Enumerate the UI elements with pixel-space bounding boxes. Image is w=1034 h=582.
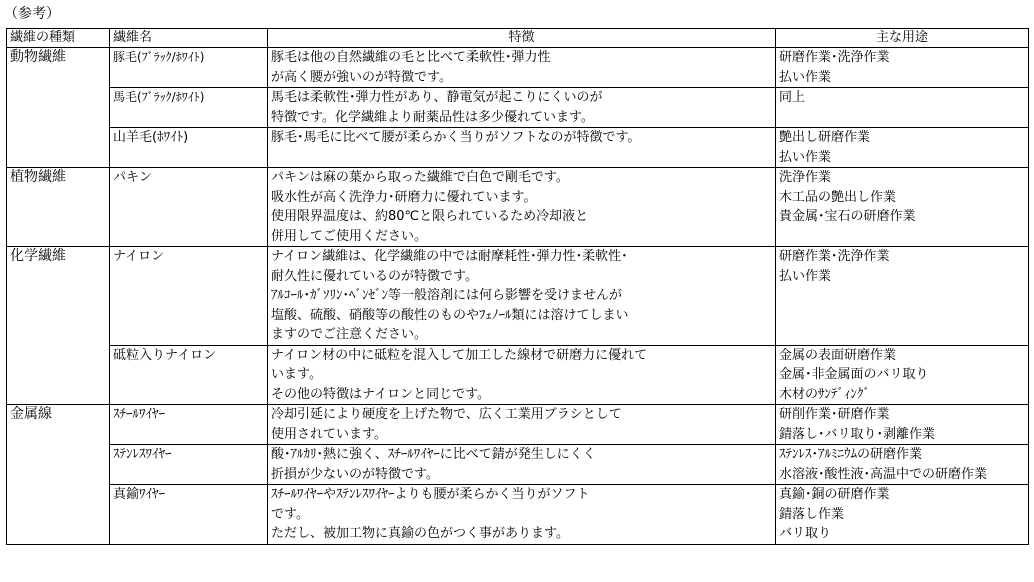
use-line: 払い作業 [779, 69, 832, 85]
use-cell [776, 48, 1029, 88]
header-row [7, 29, 1029, 48]
use-cell [776, 485, 1029, 545]
feature-line: 使用限界温度は、約80℃と限られているため冷却液と [271, 209, 589, 224]
feature-line: ただし、被加工物に真鍮の色がつく事があります。 [271, 526, 569, 541]
use-line: 水溶液･酸性液･高温中での研磨作業 [779, 466, 988, 482]
feature-line: です。 [271, 506, 309, 522]
feature-line: 吸水性が高く洗浄力･研磨力に優れています。 [271, 189, 537, 205]
feature-line: 豚毛･馬毛に比べて腰が柔らかく当りがソフトなのが特徴です。 [271, 130, 641, 145]
use-line: 同上 [779, 90, 806, 105]
feature-cell [268, 247, 776, 346]
table-row [7, 405, 1029, 445]
fiber-type-cell: 動物繊維 [7, 48, 110, 168]
use-line: 艶出し研磨作業 [779, 130, 871, 145]
use-line: 木材のｻﾝﾃﾞｨﾝｸﾞ [779, 386, 871, 402]
use-line: 錆落し作業 [779, 506, 845, 522]
feature-cell [268, 168, 776, 247]
reference-note: （参考） [4, 6, 60, 22]
feature-line: 併用してご使用ください。 [271, 228, 428, 244]
use-line: 錆落し･バリ取り･剥離作業 [779, 426, 936, 442]
feature-line: ｱﾙｺｰﾙ･ｶﾞｿﾘﾝ･ﾍﾞﾝｾﾞﾝ等一般溶剤には何ら影響を受けませんが [271, 288, 623, 303]
header-main-use: 主な用途 [776, 29, 1029, 48]
use-line: 木工品の艶出し作業 [779, 189, 897, 205]
feature-line: 冷却引延により硬度を上げた物で、広く工業用ブラシとして [271, 407, 622, 422]
fiber-name-cell: 豚毛(ﾌﾞﾗｯｸ/ﾎﾜｲﾄ) [110, 48, 268, 88]
fiber-type-cell: 化学繊維 [7, 247, 110, 405]
fiber-name-cell: ｽﾃﾝﾚｽﾜｲﾔｰ [110, 445, 268, 485]
feature-line: 特徴です。化学繊維より耐薬品性は多少優れています。 [271, 109, 594, 125]
feature-line: います。 [271, 367, 322, 382]
table-row [7, 88, 1029, 128]
use-cell [776, 88, 1029, 128]
feature-line: ｽﾁｰﾙﾜｲﾔｰやｽﾃﾝﾚｽﾜｲﾔｰよりも腰が柔らかく当りがソフト [271, 487, 590, 502]
feature-line: ますのでご注意ください。 [271, 327, 428, 342]
use-cell [776, 168, 1029, 247]
use-line: 真鍮･銅の研磨作業 [779, 487, 890, 502]
table-row [7, 485, 1029, 545]
table-row [7, 168, 1029, 247]
fiber-table [6, 28, 1029, 545]
feature-line: 折損が少ないのが特徴です。 [271, 466, 439, 482]
table-row [7, 128, 1029, 168]
use-line: 研削作業･研磨作業 [779, 407, 890, 422]
feature-line: 耐久性に優れているのが特徴です。 [271, 268, 478, 284]
feature-cell [268, 485, 776, 545]
feature-cell [268, 405, 776, 445]
feature-line: 使用されています。 [271, 426, 387, 442]
feature-line: 馬毛は柔軟性･弾力性があり、静電気が起こりにくいのが [271, 90, 603, 105]
use-line: 払い作業 [779, 268, 832, 284]
fiber-name-cell: パキン [110, 168, 268, 247]
feature-cell [268, 345, 776, 405]
use-cell [776, 128, 1029, 168]
fiber-type-cell: 植物繊維 [7, 168, 110, 247]
fiber-name-cell: 馬毛(ﾌﾞﾗｯｸ/ﾎﾜｲﾄ) [110, 88, 268, 128]
feature-cell [268, 445, 776, 485]
use-line: 洗浄作業 [779, 170, 832, 185]
fiber-name-cell: 砥粒入りナイロン [110, 345, 268, 405]
feature-line: ナイロン繊維は、化学繊維の中では耐摩耗性･弾力性･柔軟性･ [271, 249, 628, 264]
table-row [7, 48, 1029, 88]
header-fiber-type: 繊維の種類 [7, 29, 110, 48]
use-line: 金属の表面研磨作業 [779, 347, 897, 363]
use-line: 研磨作業･洗浄作業 [779, 249, 890, 264]
use-cell [776, 405, 1029, 445]
use-line: バリ取り [779, 526, 832, 541]
feature-line: その他の特徴はナイロンと同じです。 [271, 386, 491, 402]
fiber-name-cell: 山羊毛(ﾎﾜｲﾄ) [110, 128, 268, 168]
use-line: 貴金属･宝石の研磨作業 [779, 209, 916, 224]
table-row [7, 345, 1029, 405]
table-row [7, 247, 1029, 346]
feature-line: 豚毛は他の自然繊維の毛と比べて柔軟性･弾力性 [271, 50, 551, 65]
fiber-type-cell: 金属線 [7, 405, 110, 545]
table-row [7, 445, 1029, 485]
use-line: 研磨作業･洗浄作業 [779, 50, 890, 65]
use-line: 金属･非金属面のバリ取り [779, 367, 929, 382]
feature-line: ナイロン材の中に砥粒を混入して加工した線材で研磨力に優れて [271, 347, 648, 363]
header-feature: 特徴 [268, 29, 776, 48]
fiber-name-cell: ｽﾁｰﾙﾜｲﾔｰ [110, 405, 268, 445]
fiber-table-body [7, 48, 1029, 545]
feature-line: 塩酸、硫酸、硝酸等の酸性のものやﾌｪﾉｰﾙ類には溶けてしまい [271, 307, 629, 323]
use-cell [776, 445, 1029, 485]
use-cell [776, 345, 1029, 405]
feature-line: パキンは麻の葉から取った繊維で白色で剛毛です。 [271, 170, 569, 185]
fiber-name-cell: 真鍮ﾜｲﾔｰ [110, 485, 268, 545]
feature-cell [268, 48, 776, 88]
header-fiber-name: 繊維名 [110, 29, 268, 48]
feature-line: が高く腰が強いのが特徴です。 [271, 69, 452, 85]
use-line: ｽﾃﾝﾚｽ･ｱﾙﾐﾆｳﾑの研磨作業 [779, 447, 923, 462]
feature-cell [268, 88, 776, 128]
feature-cell [268, 128, 776, 168]
use-cell [776, 247, 1029, 346]
fiber-name-cell: ナイロン [110, 247, 268, 346]
use-line: 払い作業 [779, 149, 832, 165]
feature-line: 酸･ｱﾙｶﾘ･熱に強く、ｽﾁｰﾙﾜｲﾔｰに比べて錆が発生しにくく [271, 447, 596, 462]
